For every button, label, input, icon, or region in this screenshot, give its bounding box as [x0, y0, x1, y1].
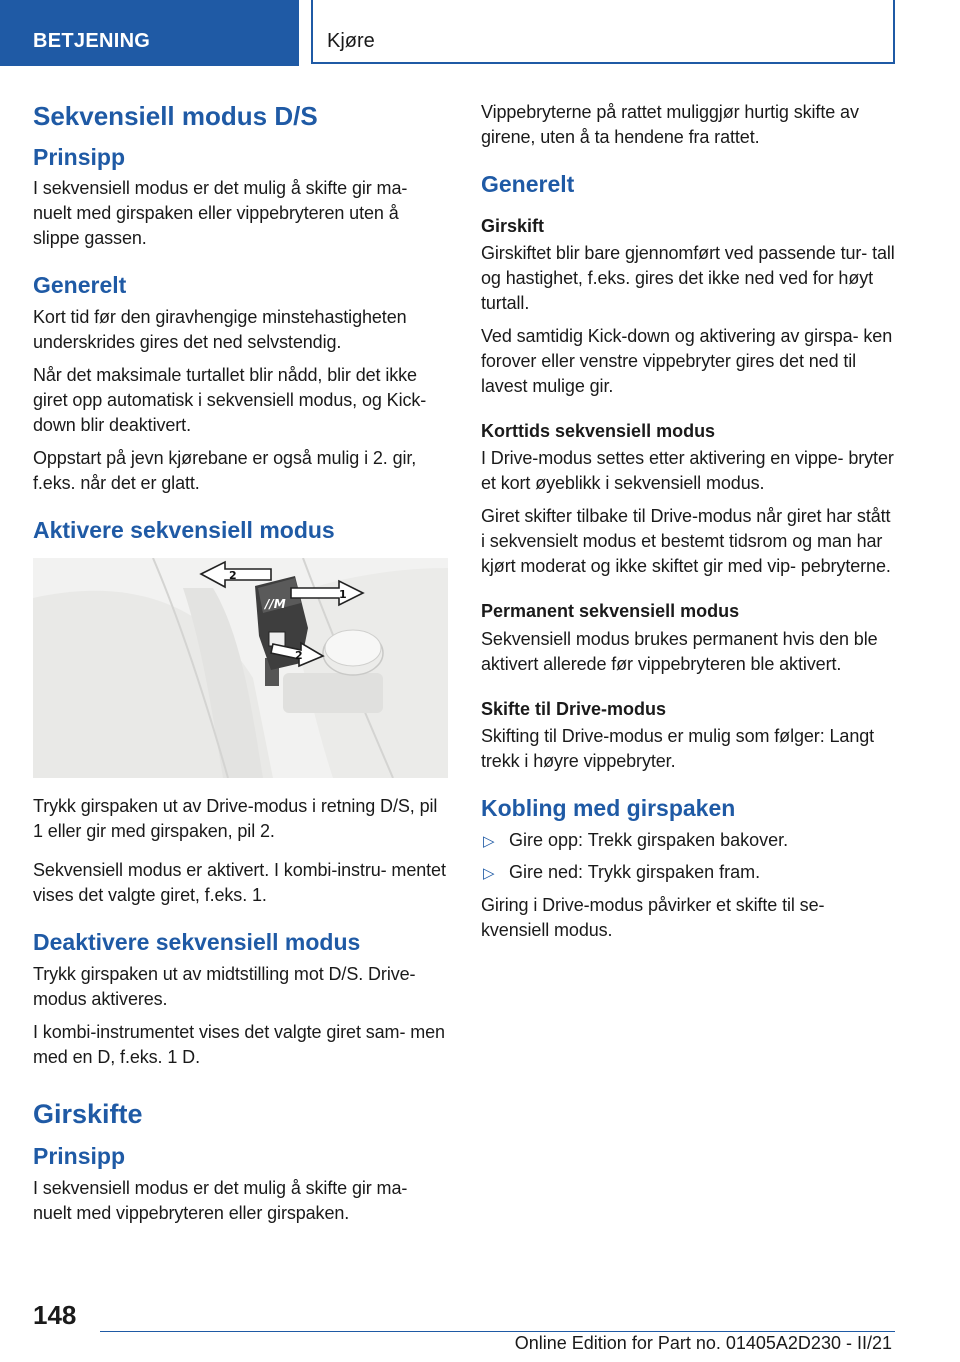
list-item: ▷ Gire ned: Trykk girspaken fram.: [481, 860, 896, 885]
aktivere-heading: Aktivere sekvensiell modus: [33, 517, 335, 544]
edition-note: Online Edition for Part no. 01405A2D230 - II/21: [514, 1333, 892, 1353]
svg-text://M: //M: [265, 597, 286, 612]
generelt-heading-right: Generelt: [481, 171, 575, 197]
girskifte-prinsipp-text: I sekvensiell modus er det mulig å skifte gir ma‐ nuelt med vippebryteren eller girspaken.: [33, 1177, 408, 1223]
list-item: ▷ Gire opp: Trekk girspaken bakover.: [481, 828, 896, 853]
arrow-label-1: 1: [339, 588, 347, 602]
permanent-paragraph: Sekvensiell modus brukes permanent hvis den ble aktivert allerede før vippebryteren ble aktivert.: [481, 628, 878, 674]
prinsipp-heading: Prinsipp: [33, 143, 126, 170]
korttids-paragraph: I Drive-modus settes etter aktivering en vippe‐ bryter et kort øyeblikk i sekvensiell modus.: [481, 448, 894, 494]
triangle-right-icon: ▷: [483, 832, 495, 850]
right-column: [481, 100, 896, 951]
triangle-right-icon: ▷: [483, 864, 495, 882]
kobling-heading: Kobling med girspaken: [481, 795, 736, 822]
korttids-paragraph: Giret skifter tilbake til Drive-modus når giret har stått i sekvensielt modus et bestemt tidsrom og man har kjørt moderat og ikke skiftet gir med vip‐ pebryterne.: [481, 506, 891, 577]
generelt-heading: Generelt: [33, 272, 127, 299]
kobling-list: [481, 828, 896, 885]
permanent-heading: Permanent sekvensiell modus: [481, 601, 740, 622]
page-header: [0, 0, 960, 66]
girskift-paragraph: Ved samtidig Kick-down og aktivering av girspa‐ ken forover eller venstre vippebryter gires det ned til lavest mulige gir.: [481, 326, 893, 397]
generelt-paragraph: Kort tid før den giravhengige minstehastigheten underskrides gires det ned selvstendig.: [33, 307, 407, 353]
prinsipp-text: I sekvensiell modus er det mulig å skifte gir ma‐ nuelt med girspaken eller vippebryteren uten å slippe gassen.: [33, 178, 408, 249]
korttids-heading: Korttids sekvensiell modus: [481, 421, 716, 442]
aktivere-paragraph: Trykk girspaken ut av Drive-modus i retning D/S, pil 1 eller gir med girspaken, pil 2.: [33, 796, 438, 842]
generelt-paragraph: Når det maksimale turtallet blir nådd, blir det ikke giret opp automatisk i sekvensiell modus, og Kick-down blir deaktivert.: [33, 365, 427, 436]
intro-paragraph: Vippebryterne på rattet muliggjør hurtig skifte av girene, uten å ta hendene fra rattet.: [481, 102, 859, 147]
footer-divider: [100, 1331, 895, 1332]
section-tab: BETJENING: [0, 0, 299, 66]
gear-selector-illustration: [33, 558, 448, 778]
arrow-label-2-bottom: 2: [295, 649, 303, 663]
deaktivere-paragraph: I kombi-instrumentet vises det valgte giret sam‐ men med en D, f.eks. 1 D.: [33, 1022, 445, 1068]
generelt-paragraph: Oppstart på jevn kjørebane er også mulig i 2. gir, f.eks. når det er glatt.: [33, 448, 417, 494]
skifte-heading: Skifte til Drive-modus: [481, 698, 667, 719]
girskift-heading: Girskift: [481, 215, 545, 236]
skifte-paragraph: Skifting til Drive-modus er mulig som følger: Langt trekk i høyre vippebryter.: [481, 726, 875, 772]
girskifte-title: Girskifte: [33, 1099, 143, 1130]
chapter-title: Kjøre: [311, 0, 895, 64]
section-title: Sekvensiell modus D/S: [33, 101, 318, 131]
girskift-paragraph: Girskiftet blir bare gjennomført ved passende tur‐ tall og hastighet, f.eks. gires det ikke ned ved for høyt turtall.: [481, 243, 895, 314]
gear-selector-drawing: [33, 558, 448, 778]
arrow-label-2-top: 2: [229, 569, 237, 583]
left-column: [33, 100, 448, 1234]
kobling-paragraph: Giring i Drive-modus påvirker et skifte til se‐ kvensiell modus.: [481, 894, 825, 940]
deaktivere-paragraph: Trykk girspaken ut av midtstilling mot D/S. Drive-modus aktiveres.: [33, 964, 416, 1010]
page-footer: [0, 1290, 960, 1362]
aktivere-paragraph: Sekvensiell modus er aktivert. I kombi-instru‐ mentet vises det valgte giret, f.eks. 1.: [33, 860, 446, 906]
page-number: 148: [33, 1300, 77, 1330]
deaktivere-heading: Deaktivere sekvensiell modus: [33, 929, 361, 956]
girskifte-prinsipp-heading: Prinsipp: [33, 1142, 126, 1169]
